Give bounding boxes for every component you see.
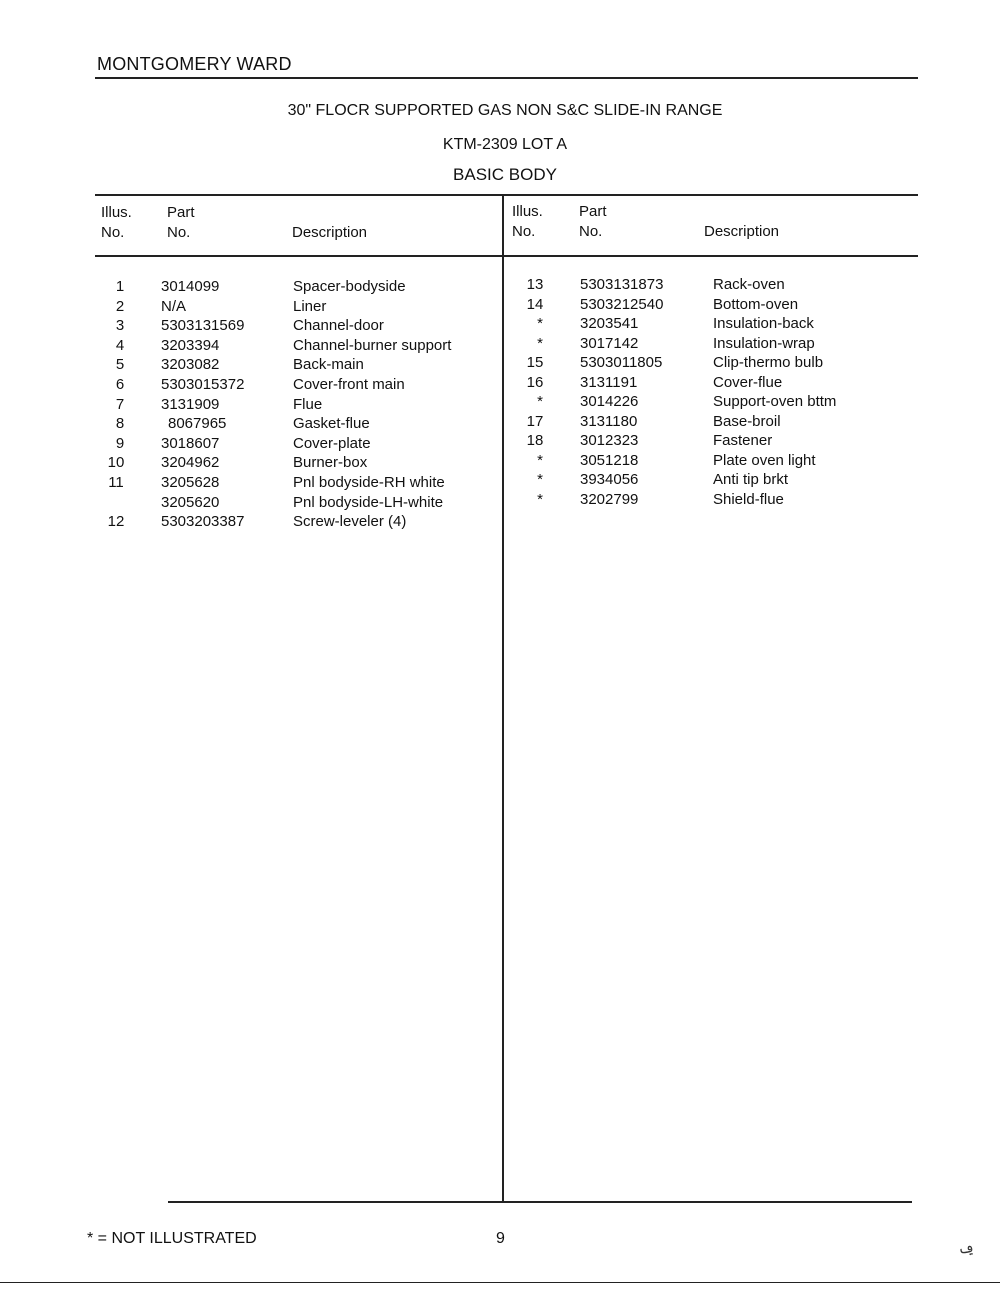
illus-number: * (537, 451, 543, 469)
part-number: 3204962 (161, 454, 220, 472)
part-description: Cover-flue (713, 373, 783, 391)
part-description: Burner-box (293, 454, 368, 472)
illus-number: 18 (526, 432, 544, 449)
part-number: 5303212540 (580, 295, 664, 313)
left-description-header: Description (292, 224, 368, 241)
part-number: 3018607 (161, 434, 220, 452)
part-description: Rack-oven (713, 276, 785, 293)
part-description: Channel-door (293, 317, 384, 335)
part-number: 3131180 (580, 412, 638, 430)
part-number: 5303015372 (161, 376, 245, 393)
illus-number: 16 (526, 373, 544, 391)
part-description: Support-oven bttm (713, 393, 837, 410)
illus-number: 2 (115, 297, 125, 315)
part-description: Gasket-flue (293, 415, 370, 433)
part-number: 3205628 (161, 474, 220, 491)
illus-number: 10 (107, 454, 125, 472)
part-number: 3205620 (161, 493, 220, 511)
illus-number: 7 (115, 395, 125, 413)
document-title: 30" FLOCR SUPPORTED GAS NON S&C SLIDE-IN RANGE (287, 102, 723, 119)
footnote: * = NOT ILLUSTRATED (87, 1230, 257, 1247)
part-number: 5303131569 (161, 317, 245, 335)
illus-number: * (537, 471, 543, 488)
part-number: 3131191 (580, 373, 638, 391)
handwritten-mark: ݠ (956, 1238, 976, 1258)
model-number: KTM-2309 LOT A (442, 136, 568, 153)
part-description: Insulation-wrap (713, 334, 815, 352)
part-number: 3014099 (161, 278, 220, 295)
part-description: Base-broil (713, 412, 781, 430)
part-number: 3203394 (161, 336, 220, 354)
illus-number: 11 (108, 474, 124, 491)
right-part-header: Part No. (579, 203, 607, 240)
part-number: 3202799 (580, 490, 639, 508)
illus-number: 3 (115, 317, 125, 335)
part-description: Pnl bodyside-LH-white (293, 493, 444, 511)
illus-number: * (537, 334, 543, 352)
illus-number: 5 (115, 356, 125, 374)
part-description: Screw-leveler (4) (293, 513, 407, 531)
right-illus-header: Illus. No. (512, 203, 543, 240)
column-divider (502, 196, 504, 1202)
part-number: 3051218 (580, 451, 639, 469)
part-description: Insulation-back (713, 315, 814, 332)
left-part-header: Part No. (167, 204, 195, 241)
illus-number: 8 (115, 415, 125, 433)
header-rule (95, 77, 918, 79)
table-top-rule (95, 194, 918, 196)
part-description: Pnl bodyside-RH white (293, 474, 445, 491)
part-number: 3017142 (580, 334, 639, 352)
header-bottom-rule (95, 255, 918, 257)
part-description: Cover-plate (293, 434, 371, 452)
part-number: 3934056 (580, 471, 639, 488)
illus-number: 15 (526, 354, 544, 371)
illus-number: * (537, 393, 543, 410)
illus-number: 9 (115, 434, 125, 452)
section-title: BASIC BODY (453, 165, 557, 184)
illus-number: * (537, 490, 543, 508)
illus-number: 12 (107, 513, 125, 531)
part-number: 8067965 (168, 415, 227, 433)
part-description: Bottom-oven (713, 295, 799, 313)
part-description: Fastener (713, 432, 773, 449)
part-number: 3012323 (580, 432, 639, 449)
part-description: Shield-flue (713, 490, 784, 508)
part-description: Anti tip brkt (713, 471, 789, 488)
illus-number: 4 (115, 336, 125, 354)
part-description: Cover-front main (293, 376, 405, 393)
illus-number: * (537, 315, 543, 332)
part-description: Channel-burner support (293, 336, 452, 354)
part-description: Plate oven light (713, 451, 816, 469)
part-number: 3203082 (161, 356, 220, 374)
right-description-header: Description (704, 223, 780, 240)
part-description: Spacer-bodyside (293, 278, 406, 295)
brand-name: MONTGOMERY WARD (97, 54, 292, 74)
illus-number: 17 (526, 412, 544, 430)
part-description: Back-main (293, 356, 364, 374)
illus-number: 14 (526, 295, 544, 313)
part-description: Liner (293, 297, 327, 315)
left-illus-header: Illus. No. (101, 204, 132, 241)
part-number: 3131909 (161, 395, 220, 413)
part-description: Flue (293, 395, 323, 413)
part-number: 3203541 (580, 315, 639, 332)
part-number: 5303203387 (161, 513, 245, 531)
page-number: 9 (496, 1230, 505, 1247)
part-number: 3014226 (580, 393, 639, 410)
illus-number: 1 (115, 278, 125, 295)
page-bottom-rule (0, 1282, 1000, 1283)
part-number: 5303131873 (580, 276, 664, 293)
part-number: 5303011805 (580, 354, 663, 371)
table-bottom-rule (168, 1201, 912, 1203)
illus-number: 6 (115, 376, 125, 393)
part-number: N/A (161, 297, 187, 315)
part-description: Clip-thermo bulb (713, 354, 824, 371)
illus-number: 13 (526, 276, 544, 293)
